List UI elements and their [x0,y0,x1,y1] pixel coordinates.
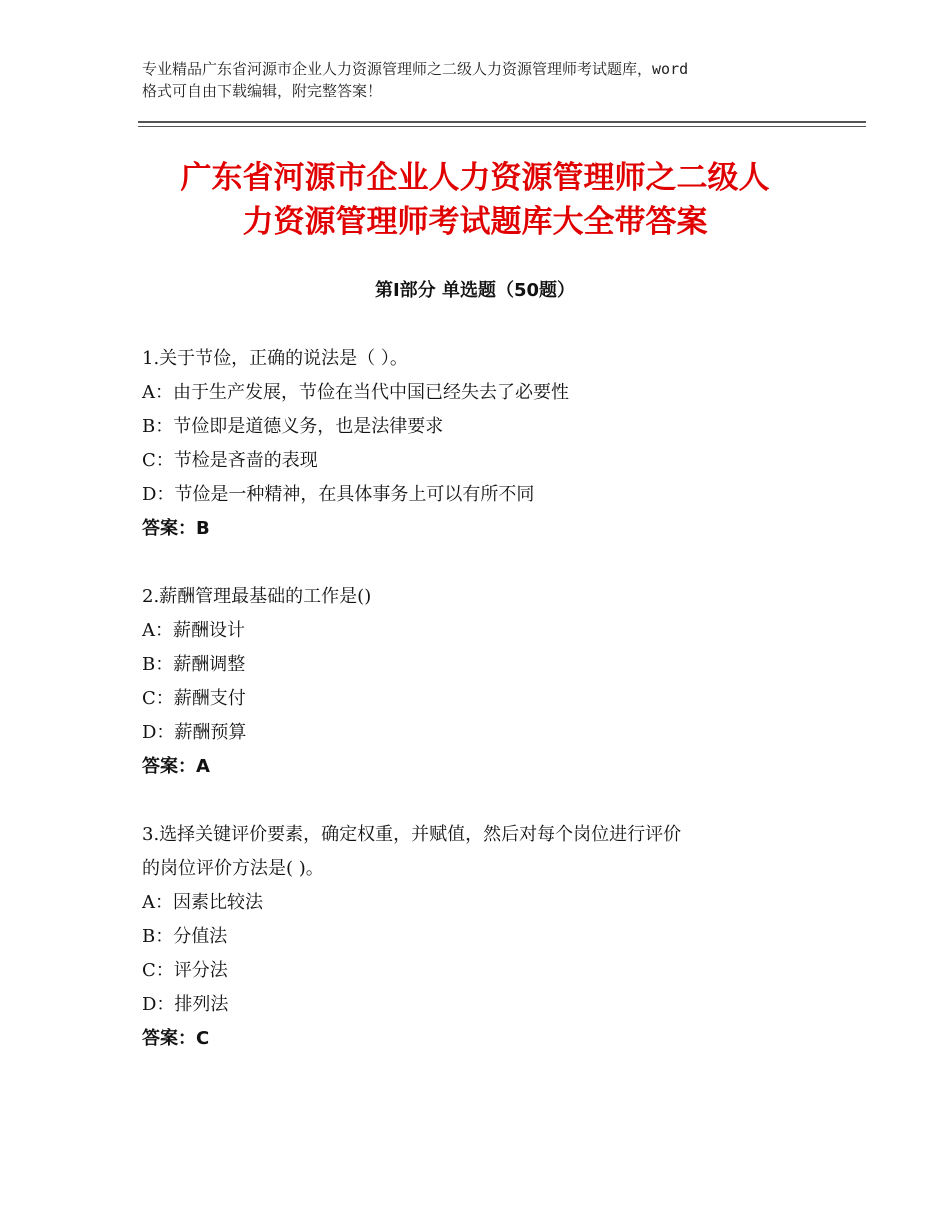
question-list [142,342,822,1090]
question-stem [142,818,822,886]
question-3 [142,818,822,1056]
header-divider-thin [138,126,866,127]
option-b: B：薪酬调整 [142,654,246,675]
option-d: D：薪酬预算 [142,722,247,743]
question-stem-line: 的岗位评价方法是( )。 [142,858,324,879]
document-title-line-1: 广东省河源市企业人力资源管理师之二级人 [180,160,770,196]
question-stem-line: 2.薪酬管理最基础的工作是() [142,586,372,607]
document-title [100,156,850,244]
answer-line: 答案：C [142,1028,210,1049]
section-title: 第Ⅰ部分 单选题（50题） [374,280,575,301]
document-title-line-2: 力资源管理师考试题库大全带答案 [242,204,708,240]
option-b: B：节俭即是道德义务，也是法律要求 [142,416,444,437]
question-stem-line: 3.选择关键评价要素，确定权重，并赋值，然后对每个岗位进行评价 [142,824,682,845]
option-b: B：分值法 [142,926,228,947]
question-stem [142,580,822,614]
header-note-line-2: 格式可自由下载编辑，附完整答案！ [142,82,383,100]
option-c: C：节检是吝啬的表现 [142,450,318,471]
option-a: A：薪酬设计 [142,620,245,641]
answer-line: 答案：A [142,756,210,777]
question-1 [142,342,822,546]
option-a: A：因素比较法 [142,892,263,913]
option-c: C：评分法 [142,960,228,981]
option-a: A：由于生产发展，节俭在当代中国已经失去了必要性 [142,382,569,403]
question-stem [142,342,822,376]
header-note [142,58,832,102]
answer-line: 答案：B [142,518,210,539]
option-d: D：节俭是一种精神，在具体事务上可以有所不同 [142,484,535,505]
header-note-line-1: 专业精品广东省河源市企业人力资源管理师之二级人力资源管理师考试题库，word [142,60,689,78]
option-c: C：薪酬支付 [142,688,246,709]
question-2 [142,580,822,784]
option-d: D：排列法 [142,994,229,1015]
question-stem-line: 1.关于节俭，正确的说法是（ ）。 [142,348,408,369]
header-divider-thick [138,121,866,123]
